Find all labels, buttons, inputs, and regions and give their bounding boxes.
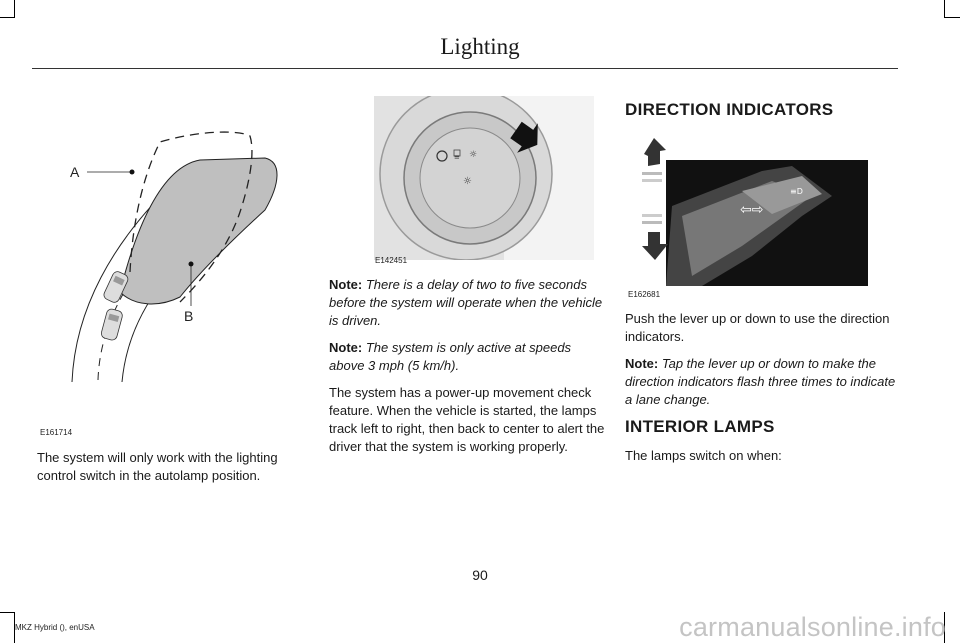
header-divider: [32, 68, 898, 69]
paragraph: The system has a power-up movement check feature. When the vehicle is started, the lamps track left to right, then back to center to alert the driver that the system is working properly.: [329, 385, 605, 454]
callout-label-a: A: [70, 164, 80, 180]
crop-mark: [944, 0, 945, 18]
note-label: Note:: [625, 356, 659, 371]
svg-text:☼: ☼: [463, 176, 472, 187]
crop-mark: [944, 17, 960, 18]
page-number: 90: [472, 567, 488, 583]
note-text: Tap the lever up or down to make the direction indicators flash three times to indicate a lane change.: [625, 356, 896, 407]
paragraph: Push the lever up or down to use the direction indicators.: [625, 311, 890, 344]
figure-code: E142451: [375, 256, 408, 265]
beam-diagram-figure: [60, 122, 290, 392]
paragraph: The lamps switch on when:: [625, 448, 782, 463]
watermark: carmanualsonline.info: [679, 612, 946, 642]
up-arrow-icon: [642, 138, 666, 182]
section-heading: DIRECTION INDICATORS: [625, 100, 834, 119]
down-arrow-icon: [642, 214, 668, 260]
note-label: Note:: [329, 277, 363, 292]
note-label: Note:: [329, 340, 363, 355]
note-text: The system is only active at speeds above 3 mph (5 km/h).: [329, 340, 572, 373]
crop-mark: [14, 0, 15, 18]
callout-label-b: B: [184, 308, 194, 324]
svg-text:⇦⇨: ⇦⇨: [740, 202, 764, 218]
svg-text:≡D: ≡D: [790, 187, 803, 196]
note: [625, 355, 900, 409]
svg-text:≡: ≡: [454, 153, 460, 161]
note: [329, 276, 605, 330]
note: [329, 339, 605, 375]
document-info: MKZ Hybrid (), enUSA: [15, 623, 95, 632]
section-heading: INTERIOR LAMPS: [625, 417, 775, 436]
crop-mark: [0, 17, 14, 18]
paragraph: The system will only work with the lighting control switch in the autolamp position.: [37, 450, 278, 483]
column2-text: [329, 276, 605, 456]
svg-text:☼: ☼: [469, 150, 478, 160]
column3-text: [625, 310, 900, 409]
car-icon: [100, 308, 123, 341]
figure-code: E161714: [40, 428, 73, 437]
column1-text: [37, 449, 299, 485]
lighting-switch-figure: [374, 96, 594, 260]
page-title: Lighting: [440, 34, 520, 59]
note-text: There is a delay of two to five seconds before the system will operate when the vehicle is driven.: [329, 277, 603, 328]
direction-indicator-figure: [642, 136, 870, 288]
column3-text: [625, 447, 900, 465]
crop-mark: [0, 612, 14, 613]
figure-code: E162681: [628, 290, 661, 299]
